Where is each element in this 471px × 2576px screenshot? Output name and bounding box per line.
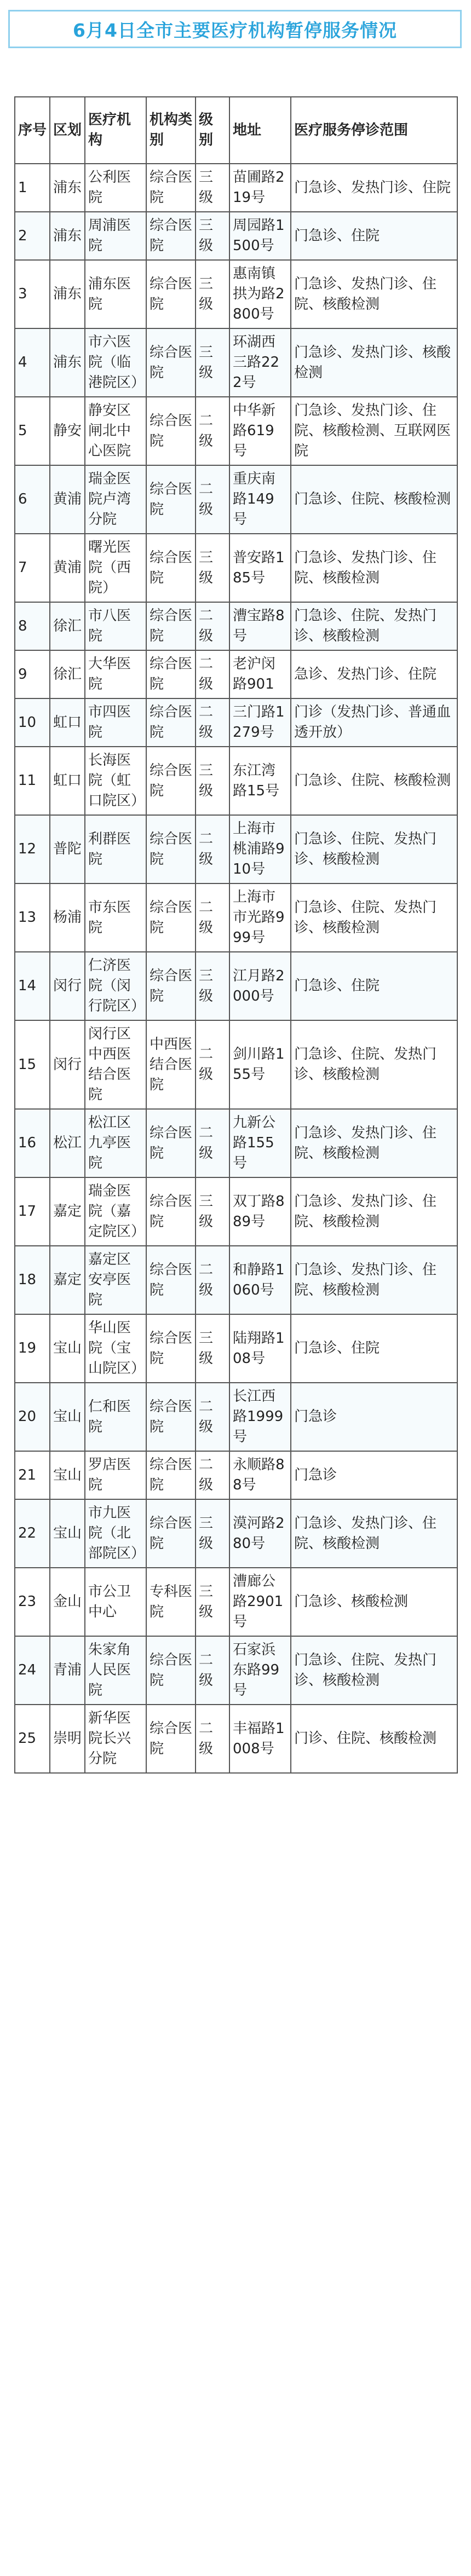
cell-address: 中华新路619号 — [229, 397, 291, 465]
column-header: 序号 — [15, 97, 50, 164]
cell-category: 综合医院 — [146, 1705, 196, 1773]
cell-category: 综合医院 — [146, 1636, 196, 1705]
cell-address: 苗圃路219号 — [229, 164, 291, 212]
cell-category: 综合医院 — [146, 747, 196, 815]
cell-address: 老沪闵路901 — [229, 650, 291, 698]
cell-address: 永顺路88号 — [229, 1451, 291, 1499]
cell-address: 漕廊公路2901号 — [229, 1568, 291, 1636]
cell-district: 浦东 — [50, 328, 85, 397]
cell-hospital: 长海医院（虹口院区） — [85, 747, 146, 815]
cell-address: 陆翔路108号 — [229, 1314, 291, 1383]
cell-district: 浦东 — [50, 212, 85, 260]
cell-district: 徐汇 — [50, 650, 85, 698]
cell-address: 漠河路280号 — [229, 1499, 291, 1568]
cell-hospital: 闵行区中西医结合医院 — [85, 1020, 146, 1109]
cell-suspended-services: 门急诊、住院 — [291, 952, 457, 1020]
cell-address: 丰福路1008号 — [229, 1705, 291, 1773]
cell-index: 12 — [15, 815, 50, 883]
cell-hospital: 利群医院 — [85, 815, 146, 883]
cell-address: 重庆南路149号 — [229, 465, 291, 534]
cell-category: 综合医院 — [146, 465, 196, 534]
cell-suspended-services: 门诊（发热门诊、普通血透开放） — [291, 698, 457, 747]
cell-district: 青浦 — [50, 1636, 85, 1705]
cell-suspended-services: 门急诊、发热门诊、住院、核酸检测、互联网医院 — [291, 397, 457, 465]
table-row — [15, 1177, 457, 1246]
cell-suspended-services: 门急诊、住院、发热门诊、核酸检测 — [291, 883, 457, 952]
cell-category: 综合医院 — [146, 602, 196, 650]
cell-hospital: 公利医院 — [85, 164, 146, 212]
cell-category: 综合医院 — [146, 260, 196, 328]
cell-district: 普陀 — [50, 815, 85, 883]
cell-level: 三级 — [196, 534, 229, 602]
cell-suspended-services: 门急诊、住院、核酸检测 — [291, 747, 457, 815]
cell-hospital: 市东医院 — [85, 883, 146, 952]
cell-address: 漕宝路8号 — [229, 602, 291, 650]
cell-address: 普安路185号 — [229, 534, 291, 602]
cell-index: 1 — [15, 164, 50, 212]
cell-district: 宝山 — [50, 1314, 85, 1383]
cell-address: 九新公路155号 — [229, 1109, 291, 1177]
cell-index: 21 — [15, 1451, 50, 1499]
cell-index: 13 — [15, 883, 50, 952]
title-box — [8, 10, 462, 48]
table-row — [15, 260, 457, 328]
cell-index: 22 — [15, 1499, 50, 1568]
cell-level: 二级 — [196, 1246, 229, 1314]
cell-level: 二级 — [196, 602, 229, 650]
cell-district: 崇明 — [50, 1705, 85, 1773]
cell-hospital: 瑞金医院（嘉定院区） — [85, 1177, 146, 1246]
column-header: 医疗机构 — [85, 97, 146, 164]
column-header: 医疗服务停诊范围 — [291, 97, 457, 164]
table-row — [15, 883, 457, 952]
cell-category: 综合医院 — [146, 883, 196, 952]
cell-level: 二级 — [196, 815, 229, 883]
cell-address: 和静路1060号 — [229, 1246, 291, 1314]
cell-category: 综合医院 — [146, 1246, 196, 1314]
cell-index: 14 — [15, 952, 50, 1020]
cell-suspended-services: 门急诊、住院、发热门诊、核酸检测 — [291, 1636, 457, 1705]
cell-hospital: 瑞金医院卢湾分院 — [85, 465, 146, 534]
cell-index: 24 — [15, 1636, 50, 1705]
table-row — [15, 698, 457, 747]
cell-hospital: 松江区九亭医院 — [85, 1109, 146, 1177]
cell-address: 江月路2000号 — [229, 952, 291, 1020]
cell-level: 二级 — [196, 1705, 229, 1773]
cell-suspended-services: 门急诊 — [291, 1451, 457, 1499]
cell-suspended-services: 门急诊、核酸检测 — [291, 1568, 457, 1636]
cell-district: 虹口 — [50, 698, 85, 747]
cell-index: 20 — [15, 1383, 50, 1451]
cell-district: 黄浦 — [50, 465, 85, 534]
cell-address: 三门路1279号 — [229, 698, 291, 747]
cell-level: 三级 — [196, 747, 229, 815]
cell-suspended-services: 门急诊、住院、发热门诊、核酸检测 — [291, 815, 457, 883]
cell-suspended-services: 门急诊 — [291, 1383, 457, 1451]
cell-index: 16 — [15, 1109, 50, 1177]
cell-hospital: 市公卫中心 — [85, 1568, 146, 1636]
cell-index: 8 — [15, 602, 50, 650]
cell-address: 剑川路155号 — [229, 1020, 291, 1109]
cell-district: 杨浦 — [50, 883, 85, 952]
table-row — [15, 1314, 457, 1383]
column-header: 级别 — [196, 97, 229, 164]
cell-level: 三级 — [196, 328, 229, 397]
cell-district: 松江 — [50, 1109, 85, 1177]
cell-hospital: 周浦医院 — [85, 212, 146, 260]
table-row — [15, 1383, 457, 1451]
cell-level: 二级 — [196, 1383, 229, 1451]
table-row — [15, 1020, 457, 1109]
cell-suspended-services: 门急诊、发热门诊、住院、核酸检测 — [291, 1246, 457, 1314]
cell-address: 上海市市光路999号 — [229, 883, 291, 952]
cell-suspended-services: 门急诊、住院、发热门诊、核酸检测 — [291, 602, 457, 650]
cell-district: 浦东 — [50, 260, 85, 328]
cell-level: 三级 — [196, 1568, 229, 1636]
table-row — [15, 650, 457, 698]
table-header-row — [15, 97, 457, 164]
cell-hospital: 新华医院长兴分院 — [85, 1705, 146, 1773]
cell-suspended-services: 门急诊、住院、发热门诊、核酸检测 — [291, 1020, 457, 1109]
cell-category: 综合医院 — [146, 1109, 196, 1177]
cell-index: 4 — [15, 328, 50, 397]
cell-index: 23 — [15, 1568, 50, 1636]
table-row — [15, 465, 457, 534]
cell-index: 6 — [15, 465, 50, 534]
cell-district: 浦东 — [50, 164, 85, 212]
cell-address: 惠南镇拱为路2800号 — [229, 260, 291, 328]
cell-hospital: 嘉定区安亭医院 — [85, 1246, 146, 1314]
cell-hospital: 华山医院（宝山院区） — [85, 1314, 146, 1383]
cell-level: 二级 — [196, 397, 229, 465]
cell-hospital: 大华医院 — [85, 650, 146, 698]
cell-district: 金山 — [50, 1568, 85, 1636]
cell-address: 长江西路1999号 — [229, 1383, 291, 1451]
cell-index: 10 — [15, 698, 50, 747]
cell-hospital: 市八医院 — [85, 602, 146, 650]
cell-index: 3 — [15, 260, 50, 328]
table-row — [15, 1499, 457, 1568]
table-row — [15, 602, 457, 650]
cell-index: 17 — [15, 1177, 50, 1246]
cell-suspended-services: 门急诊、发热门诊、住院、核酸检测 — [291, 534, 457, 602]
cell-category: 综合医院 — [146, 1177, 196, 1246]
table-row — [15, 397, 457, 465]
cell-hospital: 曙光医院（西院） — [85, 534, 146, 602]
cell-suspended-services: 门急诊、发热门诊、住院、核酸检测 — [291, 1177, 457, 1246]
cell-category: 综合医院 — [146, 212, 196, 260]
cell-suspended-services: 急诊、发热门诊、住院 — [291, 650, 457, 698]
cell-district: 黄浦 — [50, 534, 85, 602]
cell-level: 三级 — [196, 212, 229, 260]
cell-category: 综合医院 — [146, 1383, 196, 1451]
cell-index: 2 — [15, 212, 50, 260]
cell-district: 虹口 — [50, 747, 85, 815]
cell-address: 双丁路889号 — [229, 1177, 291, 1246]
column-header: 区划 — [50, 97, 85, 164]
cell-district: 嘉定 — [50, 1246, 85, 1314]
cell-index: 5 — [15, 397, 50, 465]
table-row — [15, 534, 457, 602]
cell-category: 综合医院 — [146, 1314, 196, 1383]
cell-index: 15 — [15, 1020, 50, 1109]
cell-address: 东江湾路15号 — [229, 747, 291, 815]
cell-suspended-services: 门急诊、住院、核酸检测 — [291, 465, 457, 534]
cell-index: 9 — [15, 650, 50, 698]
cell-index: 19 — [15, 1314, 50, 1383]
table-row — [15, 952, 457, 1020]
cell-address: 周园路1500号 — [229, 212, 291, 260]
column-header: 地址 — [229, 97, 291, 164]
table-row — [15, 328, 457, 397]
table-row — [15, 1568, 457, 1636]
cell-district: 嘉定 — [50, 1177, 85, 1246]
cell-suspended-services: 门急诊、发热门诊、核酸检测 — [291, 328, 457, 397]
cell-suspended-services: 门诊、住院、核酸检测 — [291, 1705, 457, 1773]
cell-district: 闵行 — [50, 1020, 85, 1109]
cell-district: 徐汇 — [50, 602, 85, 650]
table-row — [15, 1636, 457, 1705]
table-row — [15, 1246, 457, 1314]
cell-address: 环湖西三路222号 — [229, 328, 291, 397]
cell-hospital: 仁和医院 — [85, 1383, 146, 1451]
cell-suspended-services: 门急诊、住院 — [291, 1314, 457, 1383]
cell-index: 7 — [15, 534, 50, 602]
cell-suspended-services: 门急诊、发热门诊、住院、核酸检测 — [291, 1109, 457, 1177]
cell-category: 专科医院 — [146, 1568, 196, 1636]
cell-level: 三级 — [196, 952, 229, 1020]
cell-index: 11 — [15, 747, 50, 815]
cell-category: 综合医院 — [146, 952, 196, 1020]
cell-hospital: 市四医院 — [85, 698, 146, 747]
cell-level: 二级 — [196, 1451, 229, 1499]
cell-category: 综合医院 — [146, 1499, 196, 1568]
cell-level: 三级 — [196, 1177, 229, 1246]
cell-level: 二级 — [196, 650, 229, 698]
cell-hospital: 罗店医院 — [85, 1451, 146, 1499]
cell-address: 石家浜东路99号 — [229, 1636, 291, 1705]
cell-hospital: 仁济医院（闵行院区） — [85, 952, 146, 1020]
cell-level: 二级 — [196, 1636, 229, 1705]
cell-suspended-services: 门急诊、发热门诊、住院、核酸检测 — [291, 1499, 457, 1568]
table-row — [15, 1451, 457, 1499]
cell-district: 宝山 — [50, 1499, 85, 1568]
cell-hospital: 静安区闸北中心医院 — [85, 397, 146, 465]
table-row — [15, 815, 457, 883]
table-row — [15, 212, 457, 260]
cell-hospital: 市六医院（临港院区） — [85, 328, 146, 397]
cell-suspended-services: 门急诊、发热门诊、住院 — [291, 164, 457, 212]
cell-suspended-services: 门急诊、住院 — [291, 212, 457, 260]
cell-index: 25 — [15, 1705, 50, 1773]
cell-category: 中西医结合医院 — [146, 1020, 196, 1109]
cell-hospital: 浦东医院 — [85, 260, 146, 328]
cell-category: 综合医院 — [146, 164, 196, 212]
cell-level: 二级 — [196, 883, 229, 952]
page-title: 6月4日全市主要医疗机构暂停服务情况 — [73, 19, 397, 41]
table-row — [15, 164, 457, 212]
cell-level: 二级 — [196, 465, 229, 534]
cell-district: 宝山 — [50, 1383, 85, 1451]
cell-category: 综合医院 — [146, 698, 196, 747]
cell-level: 三级 — [196, 260, 229, 328]
cell-address: 上海市桃浦路910号 — [229, 815, 291, 883]
cell-district: 静安 — [50, 397, 85, 465]
table-row — [15, 1705, 457, 1773]
cell-category: 综合医院 — [146, 1451, 196, 1499]
cell-suspended-services: 门急诊、发热门诊、住院、核酸检测 — [291, 260, 457, 328]
table-row — [15, 1109, 457, 1177]
cell-district: 宝山 — [50, 1451, 85, 1499]
cell-level: 二级 — [196, 1020, 229, 1109]
cell-level: 二级 — [196, 698, 229, 747]
cell-hospital: 朱家角人民医院 — [85, 1636, 146, 1705]
cell-district: 闵行 — [50, 952, 85, 1020]
cell-level: 二级 — [196, 1109, 229, 1177]
hospital-table — [14, 96, 458, 1774]
cell-category: 综合医院 — [146, 534, 196, 602]
column-header: 机构类别 — [146, 97, 196, 164]
cell-level: 三级 — [196, 1314, 229, 1383]
table-row — [15, 747, 457, 815]
cell-index: 18 — [15, 1246, 50, 1314]
cell-category: 综合医院 — [146, 397, 196, 465]
cell-category: 综合医院 — [146, 328, 196, 397]
cell-level: 三级 — [196, 164, 229, 212]
cell-category: 综合医院 — [146, 650, 196, 698]
cell-level: 三级 — [196, 1499, 229, 1568]
cell-category: 综合医院 — [146, 815, 196, 883]
cell-hospital: 市九医院（北部院区） — [85, 1499, 146, 1568]
